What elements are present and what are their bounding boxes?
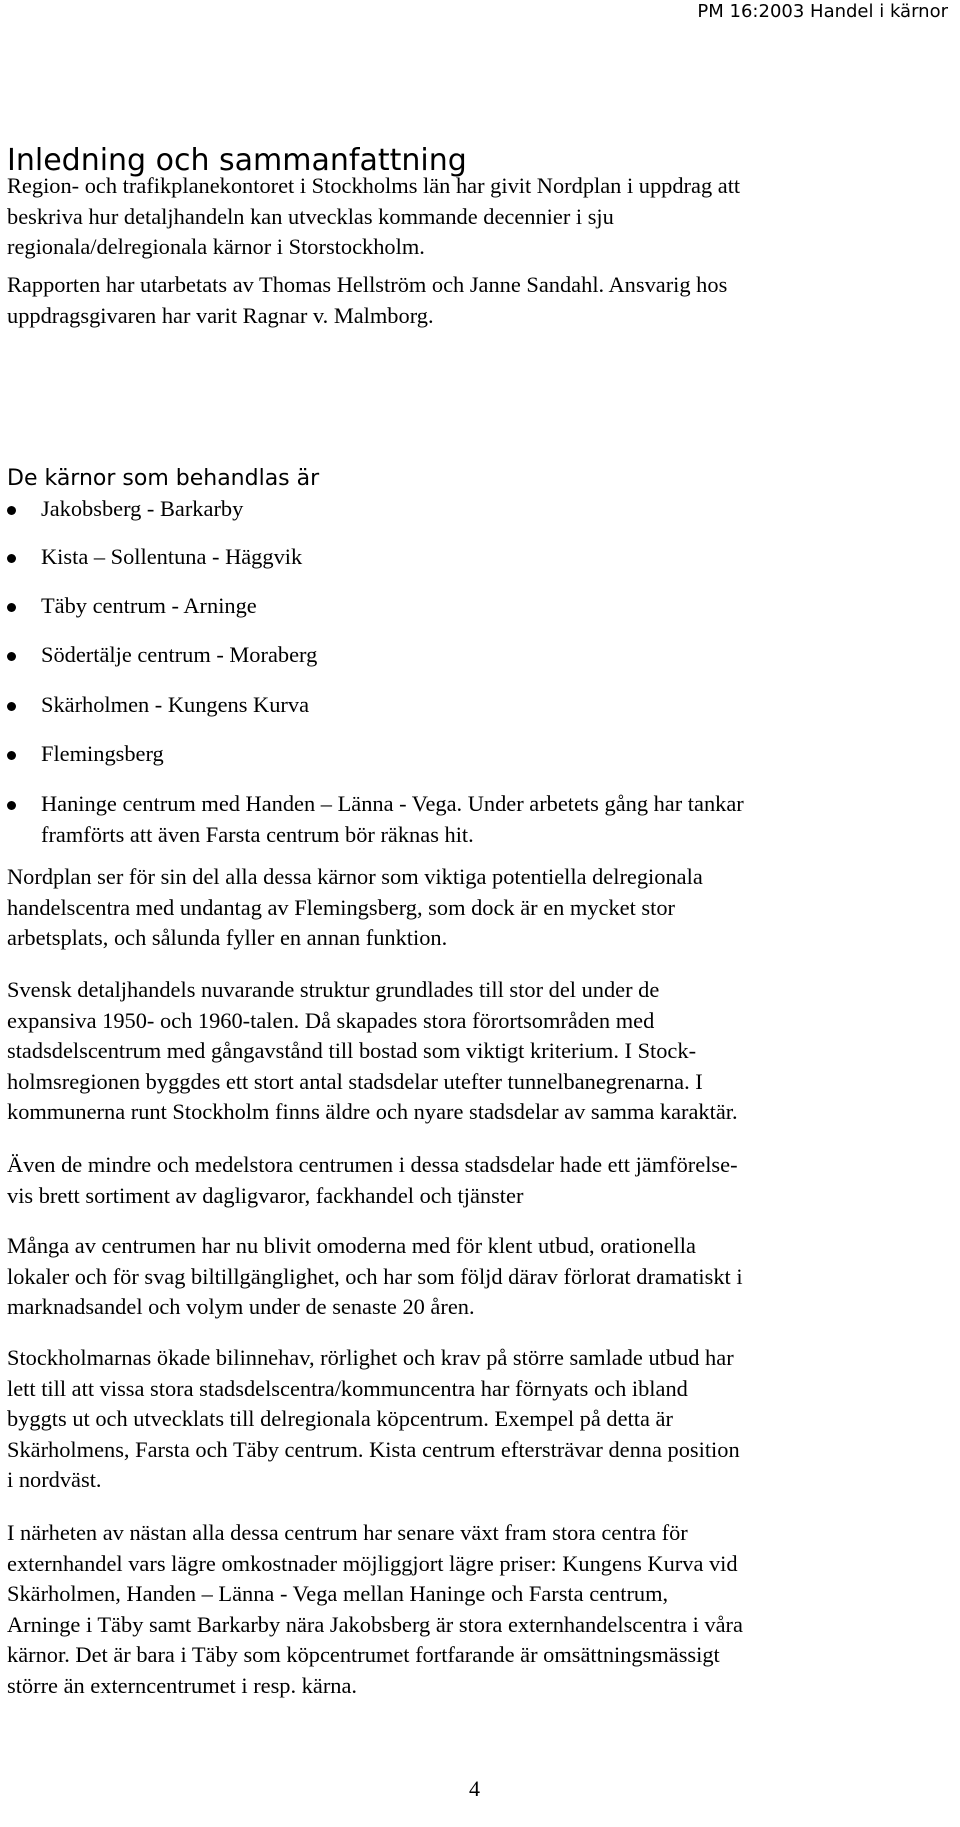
intro-line: Region- och trafikplanekontoret i Stockholms län har givit Nordplan i uppdrag att: [7, 173, 741, 198]
bullet-icon: [7, 506, 16, 515]
paragraph-line: Även de mindre och medelstora centrumen i dessa stadsdelar hade ett jämförelse-: [7, 1152, 738, 1177]
paragraph-line: kärnor. Det är bara i Täby som köpcentrumet fortfarande är omsättningsmässigt: [7, 1642, 720, 1667]
paragraph-line: lokaler och för svag biltillgänglighet, och har som följd därav förlorat dramatiskt i: [7, 1263, 743, 1289]
paragraph-line: expansiva 1950- och 1960-talen. Då skapades stora förortsområden med: [7, 1007, 655, 1033]
paragraph-line: Svensk detaljhandels nuvarande struktur grundlades till stor del under de: [7, 977, 660, 1002]
paragraph-line: Skärholmen, Handen – Länna - Vega mellan Haninge och Farsta centrum,: [7, 1581, 669, 1606]
paragraph-line: i nordväst.: [7, 1467, 102, 1492]
paragraph-line: holmsregionen byggdes ett stort antal stadsdelar utefter tunnelbanegrenarna. I: [7, 1068, 703, 1094]
authors-line: Rapporten har utarbetats av Thomas Hellström och Janne Sandahl. Ansvarig hos: [7, 272, 728, 297]
body-paragraph-4: [7, 1231, 953, 1323]
list-item-text: Södertälje centrum - Moraberg: [41, 642, 318, 667]
list-item-text: Haninge centrum med Handen – Länna - Vega. Under arbetets gång har tankar: [41, 791, 744, 816]
paragraph-line: lett till att vissa stora stadsdelscentra/kommuncentra har förnyats och ibland: [7, 1375, 688, 1401]
list-item-text: Jakobsberg - Barkarby: [41, 496, 244, 521]
list-item-text: Skärholmen - Kungens Kurva: [41, 692, 310, 717]
paragraph-line: större än externcentrumet i resp. kärna.: [7, 1672, 358, 1698]
paragraph-line: Stockholmarnas ökade bilinnehav, rörlighet och krav på större samlade utbud har: [7, 1345, 734, 1370]
paragraph-line: Nordplan ser för sin del alla dessa kärnor som viktiga potentiella delregionala: [7, 864, 703, 889]
paragraph-line: Arninge i Täby samt Barkarby nära Jakobsberg är stora externhandelscentra i våra: [7, 1611, 743, 1637]
paragraph-line: kommunerna runt Stockholm finns äldre och nyare stadsdelar av samma karaktär.: [7, 1099, 738, 1124]
bullet-icon: [7, 652, 16, 661]
body-paragraph-3: [7, 1150, 953, 1211]
running-header: PM 16:2003 Handel i kärnor: [697, 1, 948, 22]
authors-line: uppdragsgivaren har varit Ragnar v. Malmborg.: [7, 302, 434, 328]
paragraph-line: stadsdelscentrum med gångavstånd till bostad som viktigt kriterium. I Stock-: [7, 1038, 697, 1063]
body-paragraph-5: [7, 1343, 953, 1496]
paragraph-line: Skärholmens, Farsta och Täby centrum. Kista centrum eftersträvar denna position: [7, 1436, 740, 1462]
intro-line: beskriva hur detaljhandeln kan utvecklas kommande decennier i sju: [7, 203, 614, 229]
intro-paragraph: [7, 171, 953, 263]
body-paragraph-2: [7, 975, 953, 1128]
page-number: 4: [469, 1776, 480, 1801]
paragraph-line: Många av centrumen har nu blivit omoderna med för klent utbud, orationella: [7, 1233, 696, 1258]
intro-line: regionala/delregionala kärnor i Storstockholm.: [7, 234, 425, 259]
paragraph-line: vis brett sortiment av dagligvaror, fackhandel och tjänster: [7, 1182, 524, 1208]
bullet-icon: [7, 554, 16, 563]
bullet-icon: [7, 603, 16, 612]
bullet-icon: [7, 801, 16, 810]
paragraph-line: externhandel vars lägre omkostnader möjliggjort lägre priser: Kungens Kurva vid: [7, 1550, 738, 1576]
body-paragraph-6: [7, 1518, 953, 1701]
paragraph-line: byggts ut och utvecklats till delregionala köpcentrum. Exempel på detta är: [7, 1406, 673, 1431]
list-item-text: Flemingsberg: [41, 741, 164, 766]
section-title: Inledning och sammanfattning: [7, 143, 467, 178]
cores-heading: De kärnor som behandlas är: [7, 466, 320, 491]
bullet-icon: [7, 751, 16, 760]
authors-paragraph: [7, 270, 953, 331]
bullet-icon: [7, 702, 16, 711]
paragraph-line: handelscentra med undantag av Flemingsberg, som dock är en mycket stor: [7, 894, 676, 920]
paragraph-line: I närheten av nästan alla dessa centrum har senare växt fram stora centra för: [7, 1520, 688, 1545]
paragraph-line: arbetsplats, och sålunda fyller en annan funktion.: [7, 925, 448, 950]
list-item-text: framförts att även Farsta centrum bör räknas hit.: [41, 821, 474, 847]
list-item-text: Kista – Sollentuna - Häggvik: [41, 544, 303, 569]
paragraph-line: marknadsandel och volym under de senaste 20 åren.: [7, 1294, 475, 1319]
body-paragraph-1: [7, 862, 953, 954]
list-item-text: Täby centrum - Arninge: [41, 593, 257, 618]
